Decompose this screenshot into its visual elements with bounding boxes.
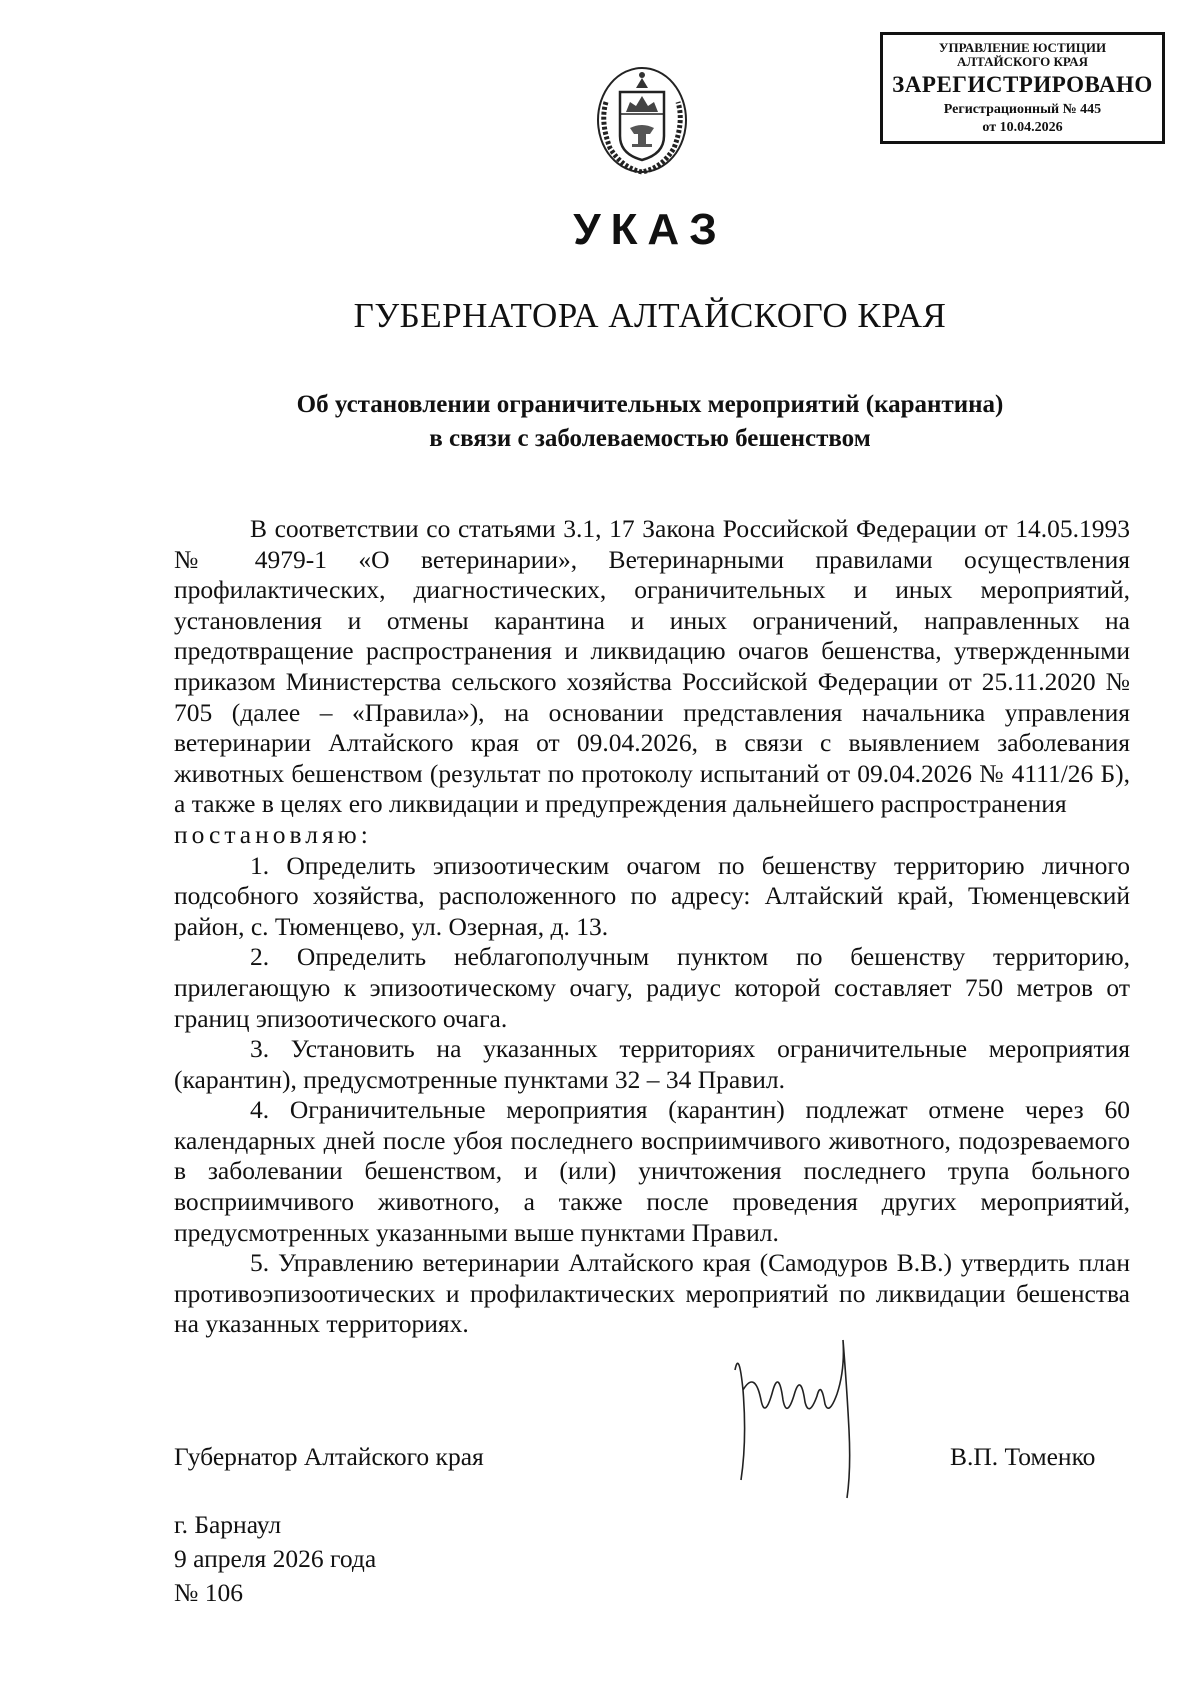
decree-item: 4. Ограничительные мероприятия (карантин) подлежат отмене через 60 календарных дней после убоя последнего восприимчивого животного, подозреваемого в заболевании бешенством, и (или) уничтожения последнего трупа больного восприимчивого животного, а также после проведения других мероприятий, предусмотренных указанными выше пунктами Правил. (174, 1095, 1130, 1247)
signatory-position: Губернатор Алтайского края (174, 1442, 484, 1471)
document-footer (174, 1508, 376, 1610)
decree-item: 3. Установить на указанных территориях ограничительные мероприятия (карантин), предусмотренные пунктами 32 – 34 Правил. (174, 1034, 1130, 1094)
preamble-paragraph (174, 514, 1130, 851)
stamp-authority-line1: УПРАВЛЕНИЕ ЮСТИЦИИ (938, 40, 1107, 55)
stamp-authority-line2: АЛТАЙСКОГО КРАЯ (957, 54, 1088, 69)
document-body (174, 514, 1130, 1340)
coat-of-arms-icon (592, 62, 692, 180)
signatory-name: В.П. Томенко (950, 1442, 1096, 1471)
document-issuer: ГУБЕРНАТОРА АЛТАЙСКОГО КРАЯ (353, 296, 947, 335)
decree-item: 5. Управлению ветеринарии Алтайского края (Самодуров В.В.) утвердить план противоэпизоотических и профилактических мероприятий по ликвидации бешенства на указанных территориях. (174, 1248, 1130, 1339)
registration-stamp (880, 32, 1165, 144)
decree-item: 2. Определить неблагополучным пунктом по бешенству территорию, прилегающую к эпизоотическому очагу, радиус которой составляет 750 метров от границ эпизоотического очага. (174, 942, 1130, 1033)
footer-city: г. Барнаул (174, 1510, 282, 1539)
stamp-status: ЗАРЕГИСТРИРОВАНО (892, 72, 1153, 97)
stamp-reg-date: от 10.04.2026 (982, 120, 1063, 135)
footer-number: № 106 (174, 1578, 243, 1607)
footer-date: 9 апреля 2026 года (174, 1544, 377, 1573)
heading-line-1: Об установлении ограничительных мероприятий (карантина) (296, 391, 1004, 418)
document-type: УКАЗ (573, 205, 727, 254)
heading-line-2: в связи с заболеваемостью бешенством (429, 425, 871, 452)
preamble-text: В соответствии со статьями 3.1, 17 Закона Российской Федерации от 14.05.1993 № 4979-1 «О ветеринарии», Ветеринарными правилами осуществления профилактических, диагностических, ограничительных и иных мероприятий, установления и отмены карантина и иных ограничений, направленных на предотвращение распространения и ликвидацию очагов бешенства, утвержденными приказом Министерства сельского хозяйства Российской Федерации от 25.11.2020 № 705 (далее – «Правила»), на основании представления начальника управления ветеринарии Алтайского края от 09.04.2026, в связи с выявлением заболевания животных бешенством (результат по протоколу испытаний от 09.04.2026 № 4111/26 Б), а также в целях его ликвидации и предупреждения дальнейшего распространения (174, 514, 1130, 819)
decree-item: 1. Определить эпизоотическим очагом по бешенству территорию личного подсобного хозяйства, расположенного по адресу: Алтайский край, Тюменцевский район, с. Тюменцево, ул. Озерная, д. 13. (174, 850, 1130, 941)
stamp-reg-number: Регистрационный № 445 (943, 102, 1102, 117)
decree-word: постановляю: (174, 819, 372, 849)
document-heading (200, 388, 1100, 456)
handwritten-signature (725, 1330, 895, 1500)
